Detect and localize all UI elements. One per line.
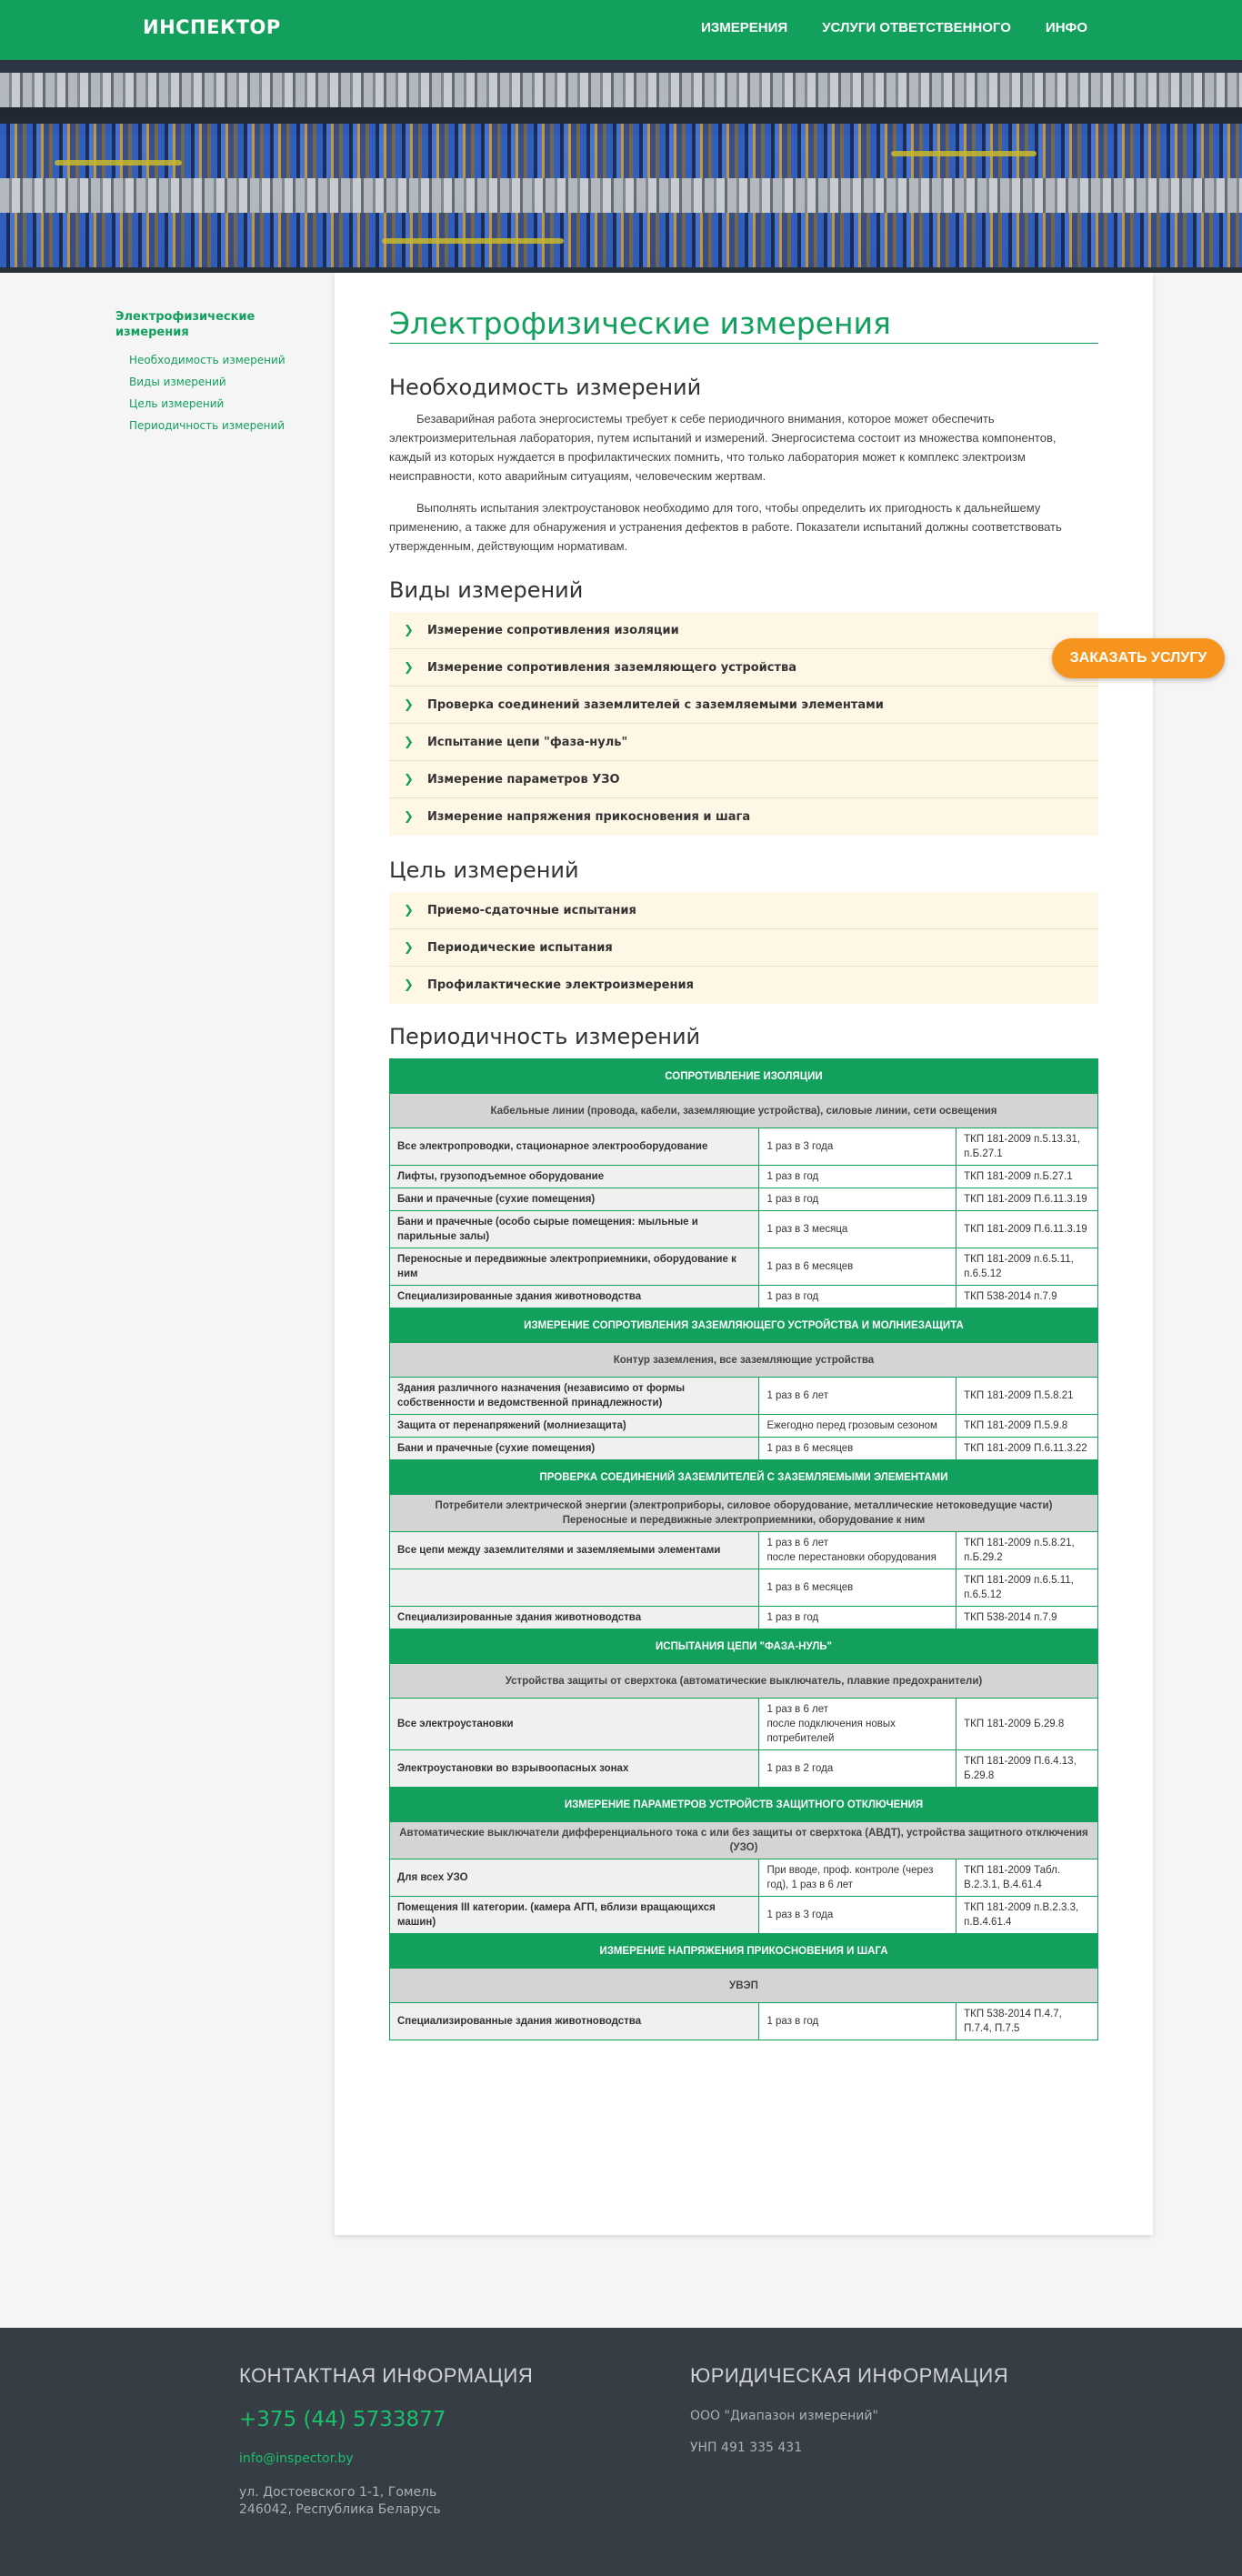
table-row: [390, 1286, 1098, 1308]
table-section-header-row: [390, 1934, 1098, 1969]
table-cell-norm: ТКП 181-2009 П.6.11.3.19: [957, 1211, 1098, 1248]
table-cell-norm: ТКП 181-2009 П.6.11.3.22: [957, 1438, 1098, 1460]
table-row: [390, 1607, 1098, 1629]
table-cell-name: Бани и прачечные (сухие помещения): [390, 1188, 759, 1211]
table-section-subtitle: Устройства защиты от сверхтока (автоматические выключатель, плавкие предохранители): [390, 1664, 1098, 1699]
table-section-subtitle: УВЭП: [390, 1969, 1098, 2003]
chevron-right-icon: ❯: [404, 810, 414, 824]
chevron-right-icon: ❯: [404, 941, 414, 955]
table-section-header-row: [390, 1059, 1098, 1094]
table-cell-name: Бани и прачечные (особо сырые помещения: мыльные и парильные залы): [390, 1211, 759, 1248]
table-cell-freq: 1 раз в год: [759, 2003, 957, 2040]
table-cell-norm: ТКП 181-2009 Б.29.8: [957, 1699, 1098, 1750]
types-accordion: [389, 612, 1098, 836]
section-heading-goal: Цель измерений: [389, 857, 579, 883]
table-cell-freq: 1 раз в год: [759, 1286, 957, 1308]
sidebar-heading[interactable]: Электрофизические измерения: [115, 310, 255, 339]
table-cell-name: [390, 1569, 759, 1607]
footer-company: ООО "Диапазон измерений": [690, 2409, 878, 2423]
table-cell-name: Помещения III категории. (камера АГП, вблизи вращающихся машин): [390, 1897, 759, 1934]
table-section-subtitle: Потребители электрической энергии (электроприборы, силовое оборудование, металлические нетоковедущие части) Переносные и передвижные электроприемники, оборудование к ним: [390, 1495, 1098, 1532]
table-cell-norm: ТКП 181-2009 п.5.8.21, п.Б.29.2: [957, 1532, 1098, 1569]
accordion-item[interactable]: ❯ Измерение параметров УЗО: [389, 761, 1098, 798]
table-row: [390, 1415, 1098, 1438]
footer-phone[interactable]: +375 (44) 5733877: [239, 2408, 446, 2431]
table-row: [390, 1699, 1098, 1750]
goal-accordion: [389, 892, 1098, 1004]
table-section-title: СОПРОТИВЛЕНИЕ ИЗОЛЯЦИИ: [390, 1059, 1098, 1094]
site-logo[interactable]: ИНСПЕКТОР: [143, 16, 281, 38]
accordion-item[interactable]: ❯ Профилактические электроизмерения: [389, 967, 1098, 1004]
accordion-item[interactable]: ❯ Испытание цепи "фаза-нуль": [389, 724, 1098, 761]
table-section-subtitle: Автоматические выключатели дифференциального тока с или без защиты от сверхтока (АВДТ), устройства защитного отключения (УЗО): [390, 1822, 1098, 1859]
table-cell-norm: ТКП 181-2009 п.Б.27.1: [957, 1166, 1098, 1188]
table-section-title: ПРОВЕРКА СОЕДИНЕНИЙ ЗАЗЕМЛИТЕЛЕЙ С ЗАЗЕМЛЯЕМЫМИ ЭЛЕМЕНТАМИ: [390, 1460, 1098, 1495]
nav-info[interactable]: ИНФО: [1045, 20, 1087, 35]
content-card: [335, 273, 1153, 2235]
sidebar-item-types[interactable]: Виды измерений: [129, 376, 226, 388]
table-row: [390, 1248, 1098, 1286]
chevron-right-icon: ❯: [404, 978, 414, 992]
table-cell-norm: ТКП 181-2009 П.5.8.21: [957, 1378, 1098, 1415]
accordion-item[interactable]: ❯ Измерение сопротивления заземляющего устройства: [389, 649, 1098, 687]
table-cell-norm: ТКП 538-2014 п.7.9: [957, 1607, 1098, 1629]
table-cell-freq: 1 раз в год: [759, 1188, 957, 1211]
table-row: [390, 1859, 1098, 1897]
table-cell-norm: ТКП 181-2009 п.В.2.3.3, п.В.4.61.4: [957, 1897, 1098, 1934]
table-cell-name: Все электропроводки, стационарное электрооборудование: [390, 1128, 759, 1166]
chevron-right-icon: ❯: [404, 904, 414, 917]
table-cell-freq: 1 раз в 6 месяцев: [759, 1248, 957, 1286]
table-cell-name: Для всех УЗО: [390, 1859, 759, 1897]
table-cell-norm: ТКП 181-2009 п.6.5.11, п.6.5.12: [957, 1248, 1098, 1286]
table-cell-name: Все электроустановки: [390, 1699, 759, 1750]
sidebar-item-goal[interactable]: Цель измерений: [129, 397, 225, 410]
accordion-item[interactable]: ❯ Приемо-сдаточные испытания: [389, 892, 1098, 929]
table-cell-norm: ТКП 181-2009 П.5.9.8: [957, 1415, 1098, 1438]
chevron-right-icon: ❯: [404, 773, 414, 787]
table-row: [390, 1569, 1098, 1607]
chevron-right-icon: ❯: [404, 698, 414, 712]
chevron-right-icon: ❯: [404, 661, 414, 675]
table-cell-name: Электроустановки во взрывоопасных зонах: [390, 1750, 759, 1788]
table-section-title: ИЗМЕРЕНИЕ СОПРОТИВЛЕНИЯ ЗАЗЕМЛЯЮЩЕГО УСТРОЙСТВА И МОЛНИЕЗАЩИТА: [390, 1308, 1098, 1343]
table-cell-freq: 1 раз в 6 лет: [759, 1378, 957, 1415]
table-section-title: ИЗМЕРЕНИЕ ПАРАМЕТРОВ УСТРОЙСТВ ЗАЩИТНОГО ОТКЛЮЧЕНИЯ: [390, 1788, 1098, 1822]
table-cell-name: Специализированные здания животноводства: [390, 1286, 759, 1308]
table-cell-norm: ТКП 538-2014 п.7.9: [957, 1286, 1098, 1308]
chevron-right-icon: ❯: [404, 736, 414, 749]
footer-legal: [690, 2364, 1008, 2471]
main-nav: [701, 20, 1087, 35]
table-row: [390, 1897, 1098, 1934]
accordion-item[interactable]: ❯ Измерение напряжения прикосновения и шага: [389, 798, 1098, 836]
table-section-subtitle: Кабельные линии (провода, кабели, заземляющие устройства), силовые линии, сети освещения: [390, 1094, 1098, 1128]
table-cell-norm: ТКП 181-2009 П.6.11.3.19: [957, 1188, 1098, 1211]
table-subheader-row: [390, 1495, 1098, 1532]
sidebar-nav: [115, 309, 297, 436]
table-row: [390, 1750, 1098, 1788]
table-cell-name: Специализированные здания животноводства: [390, 1607, 759, 1629]
table-subheader-row: [390, 1343, 1098, 1378]
footer-unp: УНП 491 335 431: [690, 2441, 803, 2455]
table-row: [390, 1438, 1098, 1460]
table-cell-name: Бани и прачечные (сухие помещения): [390, 1438, 759, 1460]
table-cell-name: Все цепи между заземлителями и заземляемыми элементами: [390, 1532, 759, 1569]
table-cell-freq: 1 раз в год: [759, 1166, 957, 1188]
section-heading-necessity: Необходимость измерений: [389, 375, 702, 400]
table-row: [390, 1166, 1098, 1188]
table-cell-norm: ТКП 181-2009 Табл. В.2.3.1, В.4.61.4: [957, 1859, 1098, 1897]
table-row: [390, 1211, 1098, 1248]
table-section-title: ИСПЫТАНИЯ ЦЕПИ "ФАЗА-НУЛЬ": [390, 1629, 1098, 1664]
table-row: [390, 2003, 1098, 2040]
sidebar-item-periodicity[interactable]: Периодичность измерений: [129, 419, 285, 432]
necessity-paragraph-2: Выполнять испытания электроустановок необходимо для того, чтобы определить их пригодность к дальнейшему применению, а также для обнаружения и устранения дефектов в работе. Показатели испытаний должны соответствовать утвержденным, действующим нормативам.: [389, 501, 1062, 553]
table-cell-norm: ТКП 538-2014 П.4.7, П.7.4, П.7.5: [957, 2003, 1098, 2040]
table-cell-freq: 1 раз в 6 лет после перестановки оборудования: [759, 1532, 957, 1569]
table-section-header-row: [390, 1629, 1098, 1664]
table-subheader-row: [390, 1094, 1098, 1128]
table-cell-freq: 1 раз в 6 лет после подключения новых потребителей: [759, 1699, 957, 1750]
table-cell-freq: 1 раз в 3 месяца: [759, 1211, 957, 1248]
table-cell-freq: 1 раз в 3 года: [759, 1128, 957, 1166]
necessity-paragraph-1: Безаварийная работа энергосистемы требует к себе периодичного внимания, которое может обеспечить электроизмерительная лаборатория, путем испытаний и измерений. Энергосистема состоит из множества компонентов, каждый из которых нуждается в профилактических помнить, что только лаборатория может к комплекс электроизм неисправности, кото аварийным ситуациям, человеческим жертвам.: [389, 412, 1057, 483]
table-section-header-row: [390, 1788, 1098, 1822]
footer-address: ул. Достоевского 1-1, Гомель 246042, Республика Беларусь: [239, 2485, 441, 2517]
accordion-item[interactable]: ❯ Измерение сопротивления изоляции: [389, 612, 1098, 649]
table-cell-freq: 1 раз в 6 месяцев: [759, 1438, 957, 1460]
accordion-item[interactable]: ❯ Периодические испытания: [389, 929, 1098, 967]
table-section-subtitle: Контур заземления, все заземляющие устройства: [390, 1343, 1098, 1378]
table-row: [390, 1532, 1098, 1569]
nav-measurements[interactable]: ИЗМЕРЕНИЯ: [701, 20, 788, 35]
table-row: [390, 1128, 1098, 1166]
table-cell-norm: ТКП 181-2009 П.6.4.13, Б.29.8: [957, 1750, 1098, 1788]
table-section-title: ИЗМЕРЕНИЕ НАПРЯЖЕНИЯ ПРИКОСНОВЕНИЯ И ШАГА: [390, 1934, 1098, 1969]
section-heading-types: Виды измерений: [389, 577, 584, 603]
section-heading-periodicity: Периодичность измерений: [389, 1024, 701, 1049]
periodicity-table: [389, 1058, 1098, 2040]
footer-contact-title: КОНТАКТНАЯ ИНФОРМАЦИЯ: [239, 2364, 534, 2387]
table-cell-norm: ТКП 181-2009 п.5.13.31, п.Б.27.1: [957, 1128, 1098, 1166]
table-cell-name: Переносные и передвижные электроприемники, оборудование к ним: [390, 1248, 759, 1286]
chevron-right-icon: ❯: [404, 624, 414, 637]
table-cell-freq: 1 раз в 3 года: [759, 1897, 957, 1934]
top-bar: [0, 0, 1242, 60]
footer-email[interactable]: info@inspector.by: [239, 2451, 354, 2466]
table-cell-freq: При вводе, проф. контроле (через год), 1 раз в 6 лет: [759, 1859, 957, 1897]
order-service-button[interactable]: ЗАКАЗАТЬ УСЛУГУ: [1052, 638, 1225, 678]
table-row: [390, 1188, 1098, 1211]
table-row: [390, 1378, 1098, 1415]
table-cell-name: Здания различного назначения (независимо от формы собственности и ведомственной принадлежности): [390, 1378, 759, 1415]
table-section-header-row: [390, 1460, 1098, 1495]
table-cell-freq: 1 раз в год: [759, 1607, 957, 1629]
footer: [0, 2328, 1242, 2576]
table-cell-freq: Ежегодно перед грозовым сезоном: [759, 1415, 957, 1438]
table-subheader-row: [390, 1664, 1098, 1699]
sidebar-item-necessity[interactable]: Необходимость измерений: [129, 354, 285, 366]
table-subheader-row: [390, 1822, 1098, 1859]
footer-contact: [239, 2364, 533, 2533]
page-title: Электрофизические измерения: [389, 306, 1098, 344]
table-cell-freq: 1 раз в 6 месяцев: [759, 1569, 957, 1607]
table-cell-name: Лифты, грузоподъемное оборудование: [390, 1166, 759, 1188]
hero-image-electrical-panel: [0, 60, 1242, 273]
nav-responsible-services[interactable]: УСЛУГИ ОТВЕТСТВЕННОГО: [822, 20, 1011, 35]
table-cell-freq: 1 раз в 2 года: [759, 1750, 957, 1788]
table-subheader-row: [390, 1969, 1098, 2003]
accordion-item[interactable]: ❯ Проверка соединений заземлителей с заземляемыми элементами: [389, 687, 1098, 724]
footer-legal-title: ЮРИДИЧЕСКАЯ ИНФОРМАЦИЯ: [690, 2364, 1009, 2387]
table-cell-norm: ТКП 181-2009 п.6.5.11, п.6.5.12: [957, 1569, 1098, 1607]
table-section-header-row: [390, 1308, 1098, 1343]
table-cell-name: Защита от перенапряжений (молниезащита): [390, 1415, 759, 1438]
table-cell-name: Специализированные здания животноводства: [390, 2003, 759, 2040]
